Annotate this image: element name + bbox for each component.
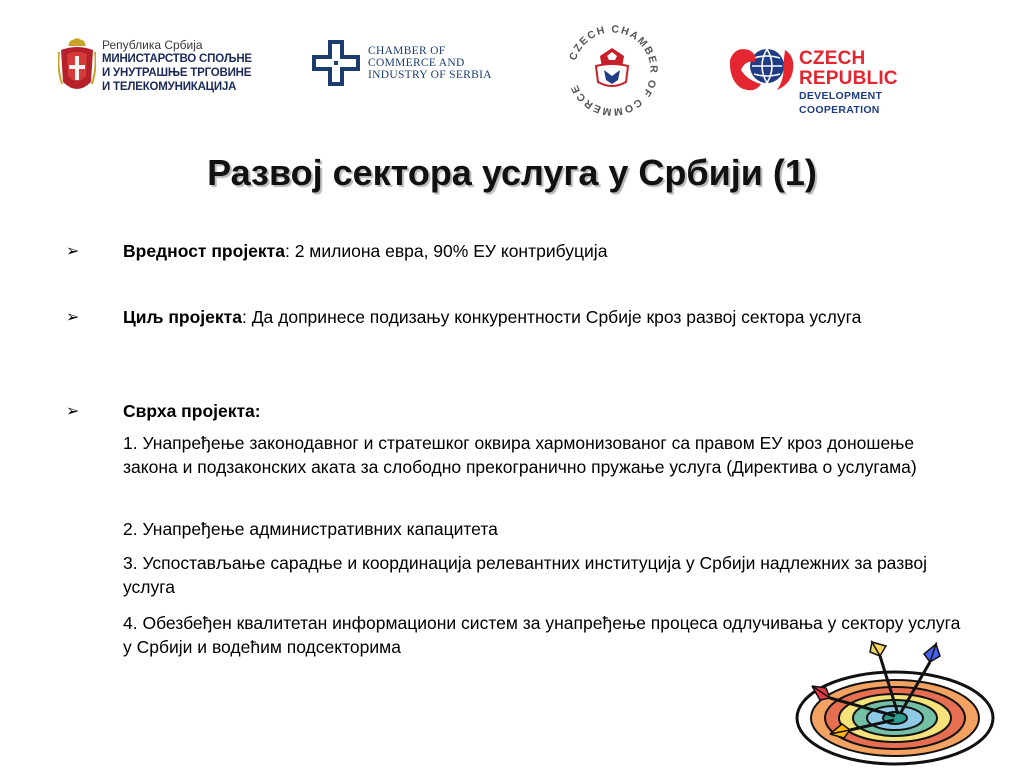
item-text: : 2 милиона евра, 90% ЕУ контрибуција: [284, 241, 608, 261]
czech-republic-logo: [727, 40, 957, 116]
logo-bar: [0, 0, 1024, 140]
czech-development-hands-icon: [727, 40, 797, 96]
chamber-cross-icon: [312, 40, 360, 86]
czech-republic-title: CZECH REPUBLIC: [799, 48, 898, 89]
ministry-line-2: И УНУТРАШЊЕ ТРГОВИНЕ: [102, 67, 252, 79]
ministry-line-1: МИНИСТАРСТВО СПОЉНЕ: [102, 53, 252, 65]
bullet-arrow-icon: ➢: [66, 243, 80, 260]
czech-chamber-logo: [560, 18, 665, 123]
list-item-value: [123, 239, 963, 263]
list-item-purpose: [123, 399, 963, 423]
chamber-serbia-logo: [312, 40, 522, 90]
item-label: Вредност пројекта: [123, 241, 285, 261]
czech-republic-subtitle: DEVELOPMENT COOPERATION: [799, 90, 883, 116]
target-arrows-clipart: [790, 638, 1000, 766]
bullet-arrow-icon: ➢: [66, 309, 80, 326]
target-icon: [790, 638, 1000, 766]
chamber-line-1: CHAMBER OF: [368, 45, 446, 57]
purpose-subitem-4: 4. Обезбеђен квалитетан информациони систем за унапређење процеса одлучивања у сектору услуга у Србији и водећим подсекторима: [123, 613, 961, 657]
purpose-subitem-1: 1. Унапређење законодавног и стратешког оквира хармонизованог са правом ЕУ кроз доношење закона и подзаконских аката за слободно прекогранично пружање услуга (Директива о услугама): [123, 433, 917, 477]
bullet-arrow-icon: ➢: [66, 403, 80, 420]
slide-title: Развој сектора услуга у Србији (1): [207, 152, 817, 193]
ministry-line-0: Република Србија: [102, 38, 203, 52]
item-label: Циљ пројекта: [123, 307, 242, 327]
czech-chamber-seal-icon: [560, 18, 665, 123]
item-label: Сврха пројекта:: [123, 401, 261, 421]
ministry-logo: [58, 36, 258, 98]
purpose-subitem-2: 2. Унапређење административних капацитета: [123, 519, 498, 539]
chamber-line-2: COMMERCE AND: [368, 57, 465, 69]
chamber-line-3: INDUSTRY OF SERBIA: [368, 69, 492, 81]
list-item-goal: [123, 305, 963, 329]
czech-chamber-ring-text: CZECH CHAMBER OF COMMERCE: [567, 23, 660, 118]
purpose-subitem-3: 3. Успостављање сарадње и координација релевантних институција у Србији надлежних за развој услуга: [123, 553, 927, 597]
serbian-coat-of-arms-icon: [58, 38, 96, 96]
item-text: : Да допринесе подизању конкурентности Србије кроз развој сектора услуга: [241, 307, 862, 327]
ministry-line-3: И ТЕЛЕКОМУНИКАЦИЈА: [102, 81, 237, 93]
